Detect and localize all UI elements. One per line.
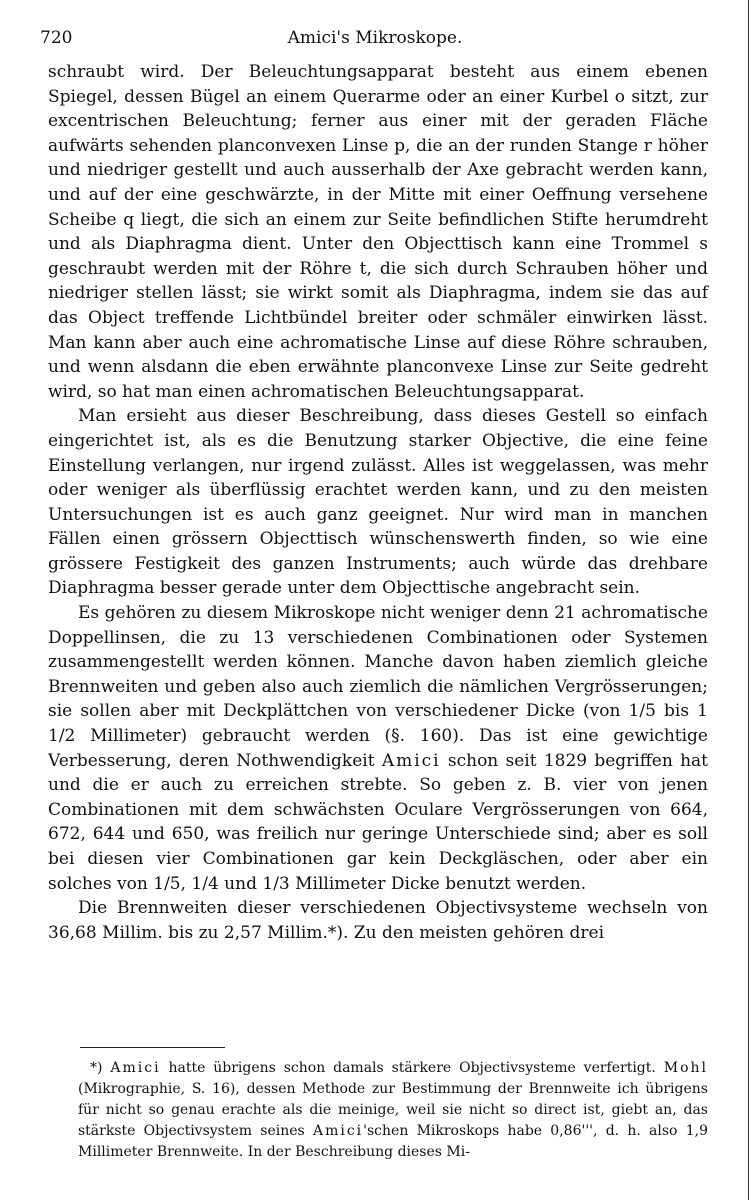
paragraph-3-text-f: und	[218, 873, 263, 894]
paragraph-1	[48, 60, 708, 404]
footnote-name-amici: Amici	[110, 1060, 161, 1076]
paragraph-3-text-c: Millimeter) gebraucht werden (§. 160). Das ist eine gewichtige Verbesserung, deren Nothwendigkeit	[48, 726, 708, 771]
footnote-text-a: hatte übrigens schon damals stärkere Objectivsysteme verfertigt.	[160, 1060, 664, 1076]
page-edge-line	[748, 0, 749, 1200]
fraction-one-quarter: 1/4	[191, 873, 219, 894]
body-text	[48, 60, 708, 945]
paragraph-3-text-e: ,	[180, 873, 192, 894]
paragraph-2-text: Man ersieht aus dieser Beschreibung, dass dieses Gestell so einfach eingerichtet ist, als es die Benutzung starker Objective, die eine feine Einstellung verlangen, nur irgend zulässt. Alles ist weggelassen, was mehr oder weniger als überflüssig erachtet werden kann, und zu den meisten Untersuchungen ist es auch ganz geeignet. Nur wird man in manchen Fällen einen grössern Objecttisch wünschenswerth finden, so wie eine grössere Festigkeit des ganzen Instruments; auch würde das drehbare Diaphragma besser gerade unter dem Objecttische angebracht sein.	[48, 406, 708, 599]
footnote-text-c: 'schen Mikroskops habe 0,86''', d. h. also 1,9 Millimeter Brennweite. In der Beschreibung dieses Mi-	[78, 1123, 708, 1160]
paragraph-2	[48, 404, 708, 601]
footnote-marker: *)	[90, 1060, 103, 1076]
paragraph-3-text-d: schon seit 1829 begriffen hat und die er auch zu erreichen strebte. So geben z. B. vier von jenen Combinationen mit dem schwächsten Oculare Vergrösserungen von 664, 672, 644 und 650, was freilich nur geringe Unterschiede sind; aber es soll bei diesen vier Combinationen gar kein Deckgläschen, oder aber ein solches von	[48, 750, 708, 894]
paragraph-3	[48, 601, 708, 896]
footnotes	[78, 1058, 708, 1163]
footnote-text-b: (Mikrographie, S. 16), dessen Methode zur Bestimmung der Brennweite ich übrigens für nicht so genau erachte als die meinige, weil sie nicht so direct ist, giebt an, das stärkste Objectivsystem seines	[78, 1081, 708, 1139]
running-head: Amici's Mikroskope.	[287, 28, 463, 48]
page-number: 720	[40, 28, 73, 48]
paragraph-4-text: Die Brennweiten dieser verschiedenen Objectivsysteme wechseln von 36,68 Millim. bis zu 2,57 Millim.*). Zu den meisten gehören drei	[48, 898, 708, 943]
fraction-one-and-half: 1 1/2	[48, 701, 708, 747]
page-header	[40, 28, 710, 54]
paragraph-3-text-b: bis	[655, 701, 698, 722]
footnote-name-mohl: Mohl	[663, 1060, 709, 1076]
paragraph-1-text: schraubt wird. Der Beleuchtungsapparat besteht aus einem ebenen Spiegel, dessen Bügel an einem Querarme oder an einer Kurbel o sitzt, zur excentrischen Beleuchtung; ferner aus einer mit der geraden Fläche aufwärts sehenden planconvexen Linse p, die an der runden Stange r höher und niedriger gestellt und auch ausserhalb der Axe gebracht werden kann, und auf der eine geschwärzte, in der Mitte mit einer Oeffnung versehene Scheibe q liegt, die sich an einem zur Seite befindlichen Stifte herumdreht und als Diaphragma dient. Unter den Objecttisch kann eine Trommel s geschraubt werden mit der Röhre t, die sich durch Schrauben höher und niedriger stellen lässt; sie wirkt somit als Diaphragma, indem sie das auf das Object treffende Lichtbündel breiter oder schmäler einwirken lässt. Man kann aber auch eine achromatische Linse auf diese Röhre schrauben, und wenn alsdann die eben erwähnte planconvexe Linse zur Seite gedreht wird, so hat man einen achromatischen Beleuchtungsapparat.	[48, 62, 708, 402]
paragraph-4	[48, 896, 708, 945]
paragraph-3-text-a: Es gehören zu diesem Mikroskope nicht weniger denn 21 achromatische Doppellinsen, die zu 13 verschiedenen Combinationen oder Systemen zusammengestellt werden können. Manche davon haben ziemlich gleiche Brennweiten und geben also auch ziemlich die nämlichen Vergrösserungen; sie sollen aber mit Deckplättchen von verschiedener Dicke (von	[48, 603, 708, 722]
footnote-rule	[80, 1047, 225, 1048]
fraction-one-fifth-b: 1/5	[153, 873, 181, 894]
paragraph-3-text-g: Millimeter Dicke benutzt werden.	[289, 873, 587, 894]
footnote-name-amici-2: Amici	[312, 1123, 364, 1139]
fraction-one-fifth: 1/5	[628, 701, 656, 722]
name-amici: Amici	[381, 750, 441, 771]
fraction-one-third: 1/3	[262, 873, 290, 894]
footnote-1	[78, 1058, 708, 1163]
